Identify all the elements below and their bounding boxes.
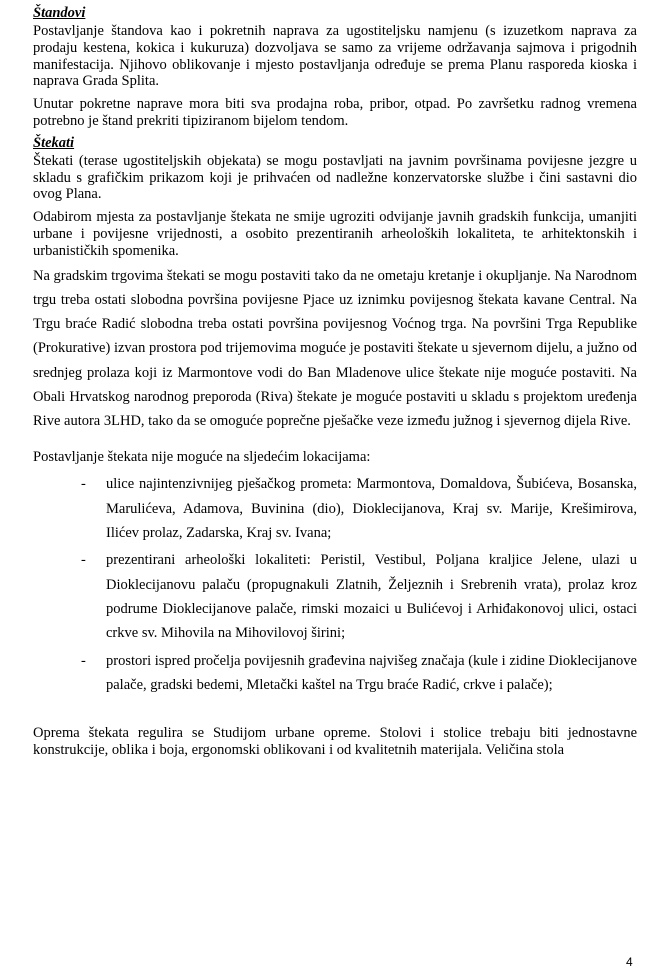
dash-bullet: - — [81, 476, 86, 493]
paragraph: Oprema štekata regulira se Studijom urbane opreme. Stolovi i stolice trebaju biti jednostavne konstrukcije, oblika i boja, ergonomski oblikovani i od kvalitetnih materijala. Veličina stola — [33, 725, 637, 758]
list-item — [33, 548, 637, 645]
document-page — [33, 4, 637, 759]
list-item-text: prezentirani arheološki lokaliteti: Peristil, Vestibul, Poljana kraljice Jelene, ulazi u Dioklecijanovu palaču (propugnakuli Zlatnih, Željeznih i Srebrenih vrata), prolaz kroz podrume Dioklecijanove palače, rimski mozaici u Bulićevoj i Arhiđakonovoj ulici, ostaci crkve sv. Mihovila na Mihovilovoj širini; — [106, 552, 637, 642]
list-item — [33, 649, 637, 698]
list-item-text: ulice najintenzivnijeg pješačkog prometa: Marmontova, Domaldova, Šubićeva, Bosanska, Marulićeva, Adamova, Buvinina (dio), Dioklecijanova, Kraj sv. Marije, Krešimirova, Ilićev prolaz, Zadarska, Kraj sv. Ivana; — [106, 476, 637, 542]
paragraph: Odabirom mjesta za postavljanje štekata ne smije ugroziti odvijanje javnih gradskih funkcija, umanjiti urbane i povijesne vrijednosti, a osobito prezentiranih arheoloških lokaliteta, te arhitektonskih i urbanističkih spomenika. — [33, 209, 637, 259]
paragraph: Unutar pokretne naprave mora biti sva prodajna roba, pribor, otpad. Po završetku radnog vremena potrebno je štand prekriti tipiziranom bijelom tendom. — [33, 96, 637, 129]
section-heading-standovi: Štandovi — [33, 5, 86, 21]
section-heading-stekati: Štekati — [33, 134, 75, 151]
list-item-text: prostori ispred pročelja povijesnih građevina najvišeg značaja (kule i zidine Dioklecijanove palače, gradski bedemi, Mletački kaštel na Trgu braće Radić, crkve i palače); — [106, 652, 637, 693]
paragraph: Štekati (terase ugostiteljskih objekata) se mogu postavljati na javnim površinama povijesne jezgre u skladu s grafičkim prikazom koji je prihvaćen od nadležne konzervatorske službe i čini sastavni dio ovog Plana. — [33, 152, 637, 203]
dash-bullet: - — [81, 552, 86, 569]
paragraph: Postavljanje štekata nije moguće na sljedećim lokacijama: — [33, 448, 371, 465]
location-list — [33, 472, 637, 697]
paragraph: Postavljanje štandova kao i pokretnih naprava za ugostiteljsku namjenu (s izuzetkom naprava za prodaju kestena, kokica i kukuruza) dozvoljava se samo za vrijeme održavanja sajmova i prigodnih manifestacija. Njihovo oblikovanje i mjesto postavljanja određuje se prema Planu rasporeda kioska i naprava Grada Splita. — [33, 23, 637, 90]
list-item — [33, 472, 637, 545]
paragraph: Na gradskim trgovima štekati se mogu postaviti tako da ne ometaju kretanje i okupljanje. Na Narodnom trgu treba ostati slobodna površina povijesne Pjace uz iznimku povijesnog štekata kavane Central. Na Trgu braće Radić slobodna treba ostati površina povijesnog Voćnog trga. Na površini Trga Republike (Prokurative) izvan prostora pod trijemovima moguće je postaviti štekate u sjevernom dijelu, a južno od srednjeg prolaza koji iz Marmontove vodi do Ban Mladenove ulice štekate nije moguće postaviti. Na Obali Hrvatskog narodnog preporoda (Riva) štekate je moguće postaviti u skladu s projektom uređenja Rive autora 3LHD, tako da se omoguće poprečne pješačke veze između južnog i sjevernog dijela Rive. — [33, 267, 637, 430]
page-number: 4 — [626, 955, 633, 969]
dash-bullet: - — [81, 652, 86, 669]
